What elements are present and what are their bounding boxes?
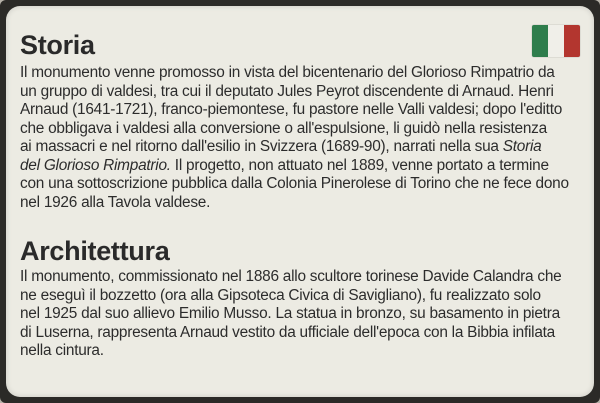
architettura-line: nel 1925 dal suo allievo Emilio Musso. La statua in bronzo, su basamento in pietra	[20, 305, 560, 322]
text-run: con una sottoscrizione pubblica dalla Colonia Pinerolese di Torino che ne fece dono	[20, 175, 569, 192]
architettura-line: ne eseguì il bozzetto (ora alla Gipsoteca Civica di Savigliano), fu realizzato solo	[20, 286, 541, 304]
storia-line	[20, 64, 569, 83]
text-run: Arnaud (1641-1721), franco-piemontese, fu pastore nelle Valli valdesi; dopo l'editto	[20, 101, 563, 118]
book-title-italic: Storia	[502, 138, 542, 155]
architettura-heading: Architettura	[20, 236, 170, 266]
text-run: che obbligava i valdesi alla conversione o all'espulsione, li guidò nella resistenza	[20, 119, 547, 137]
flag-red-band	[564, 25, 580, 57]
storia-heading: Storia	[20, 30, 95, 60]
storia-line	[20, 175, 569, 194]
storia-line	[20, 157, 569, 176]
storia-line	[20, 194, 569, 213]
book-title-italic: del Glorioso Rimpatrio.	[20, 156, 171, 174]
storia-line	[20, 101, 569, 120]
flag-green-band	[532, 25, 548, 57]
flag-white-band	[548, 25, 564, 57]
text-run: Il progetto, non attuato nel 1889, venne portato a termine	[170, 156, 549, 174]
storia-line	[20, 138, 569, 157]
storia-line	[20, 120, 569, 139]
storia-line	[20, 83, 569, 102]
text-run: Il monumento venne promosso in vista del bicentenario del Glorioso Rimpatrio da	[20, 64, 555, 81]
text-run: nel 1926 alla Tavola valdese.	[20, 193, 211, 211]
architettura-line: Il monumento, commissionato nel 1886 allo scultore torinese Davide Calandra che	[20, 268, 562, 285]
architettura-line: nella cintura.	[20, 342, 104, 359]
text-run: ai massacri e nel ritorno dall'esilio in Svizzera (1689-90), narrati nella sua	[20, 138, 503, 155]
architettura-line: di Luserna, rappresenta Arnaud vestito da ufficiale dell'epoca con la Bibbia infilata	[20, 323, 555, 341]
architettura-paragraph	[20, 268, 561, 361]
italian-flag-icon	[532, 25, 580, 57]
storia-paragraph	[20, 64, 569, 212]
text-run: un gruppo di valdesi, tra cui il deputato Jules Peyrot discendente di Arnaud. Henri	[20, 82, 554, 100]
